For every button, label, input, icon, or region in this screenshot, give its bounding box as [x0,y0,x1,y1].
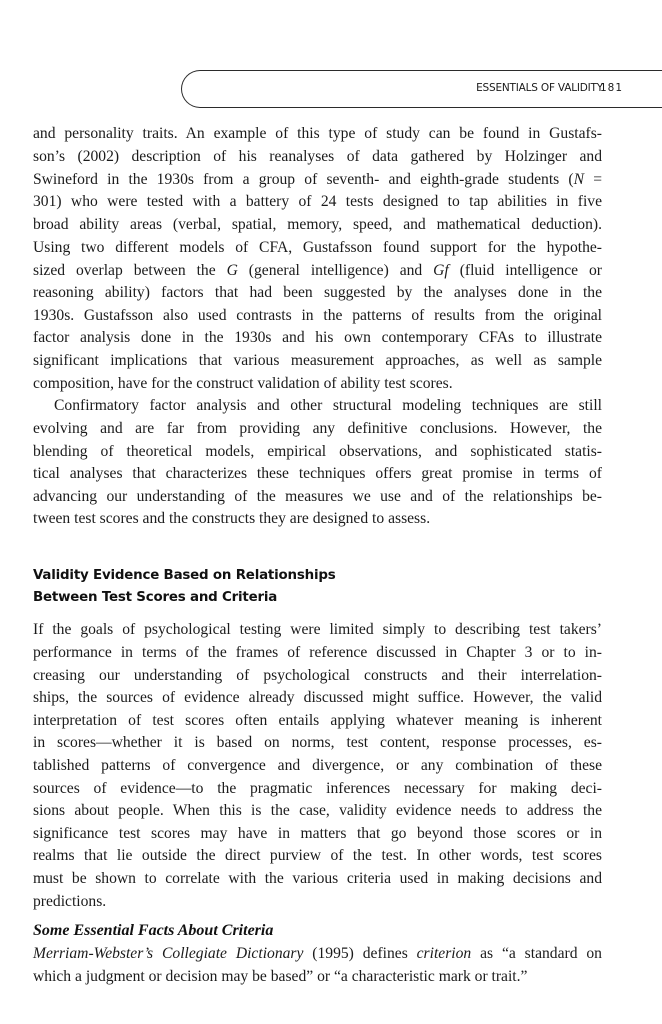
text-line: Confirmatory factor analysis and other structural modeling techniques are still [54,397,602,414]
text-line: broad ability areas (verbal, spatial, memory, speed, and mathematical deduction). [33,216,602,233]
text-span: Swineford in the 1930s from a group of seventh- and eighth-grade students ( [33,171,574,188]
text-line: significance test scores may have in matters that go beyond those scores or in [33,825,602,842]
text-line: significant implications that various measurement approaches, as well as sample [33,352,602,369]
text-span: (fluid intelligence or [448,262,602,279]
text-line: creasing our understanding of psychological constructs and their interrelation- [33,667,602,684]
text-line: evolving and are far from providing any definitive conclusions. However, the [33,420,602,437]
text-span: = [584,171,602,188]
text-line: ships, the sources of evidence already discussed might suffice. However, the valid [33,689,602,706]
subheading: Some Essential Facts About Criteria [33,922,274,939]
text-line: 301) who were tested with a battery of 24 tests designed to tap abilities in five [33,193,602,210]
italic-n: N [573,171,585,188]
text-line: which a judgment or decision may be based” or “a characteristic mark or trait.” [33,968,528,985]
section-heading-line-2: Between Test Scores and Criteria [33,590,278,605]
text-line: realms that lie outside the direct purview of the test. In other words, test scores [33,847,602,864]
text-line [33,169,602,191]
text-span: (general intelligence) and [237,262,434,279]
text-line: son’s (2002) description of his reanalyses of data gathered by Holzinger and [33,148,602,165]
text-line: composition, have for the construct validation of ability test scores. [33,375,453,392]
text-line: in scores—whether it is based on norms, test content, response processes, es- [33,734,602,751]
text-line [33,260,602,282]
text-line: 1930s. Gustafsson also used contrasts in the patterns of results from the original [33,307,602,324]
italic-gf: Gf [433,262,449,279]
running-head-title: ESSENTIALS OF VALIDITY [476,82,603,94]
text-line: reasoning ability) factors that had been suggested by the analyses done in the [33,284,602,301]
text-line: blending of theoretical models, empirical observations, and sophisticated statis- [33,443,602,460]
text-line: tablished patterns of convergence and divergence, or any combination of these [33,757,602,774]
section-heading-line-1: Validity Evidence Based on Relationships [33,568,336,583]
running-head [181,70,662,108]
text-line: predictions. [33,893,107,910]
text-line: and personality traits. An example of this type of study can be found in Gustafs- [33,125,602,142]
text-line: tween test scores and the constructs they are designed to assess. [33,510,431,527]
text-line: sions about people. When this is the case, validity evidence needs to address the [33,802,602,819]
page-number: 181 [599,82,623,94]
text-span: as “a standard on [471,945,602,962]
text-span: (1995) defines [303,945,417,962]
text-line: advancing our understanding of the measures we use and of the relationships be- [33,488,602,505]
italic-g: G [226,262,238,279]
text-line [33,943,602,965]
italic-term: criterion [416,945,472,962]
text-line: interpretation of test scores often entails applying whatever meaning is inherent [33,712,602,729]
text-line: sources of evidence—to the pragmatic inferences necessary for making deci- [33,780,602,797]
text-line: If the goals of psychological testing were limited simply to describing test takers’ [33,621,602,638]
text-line: factor analysis done in the 1930s and his own contemporary CFAs to illustrate [33,329,602,346]
text-line: must be shown to correlate with the various criteria used in making decisions and [33,870,602,887]
italic-dictionary-title: Merriam-Webster’s Collegiate Dictionary [33,945,304,962]
text-line: tical analyses that characterizes these techniques offers great promise in terms of [33,465,602,482]
text-line: performance in terms of the frames of reference discussed in Chapter 3 or to in- [33,644,602,661]
text-span: sized overlap between the [33,262,227,279]
text-line: Using two different models of CFA, Gustafsson found support for the hypothe- [33,239,602,256]
